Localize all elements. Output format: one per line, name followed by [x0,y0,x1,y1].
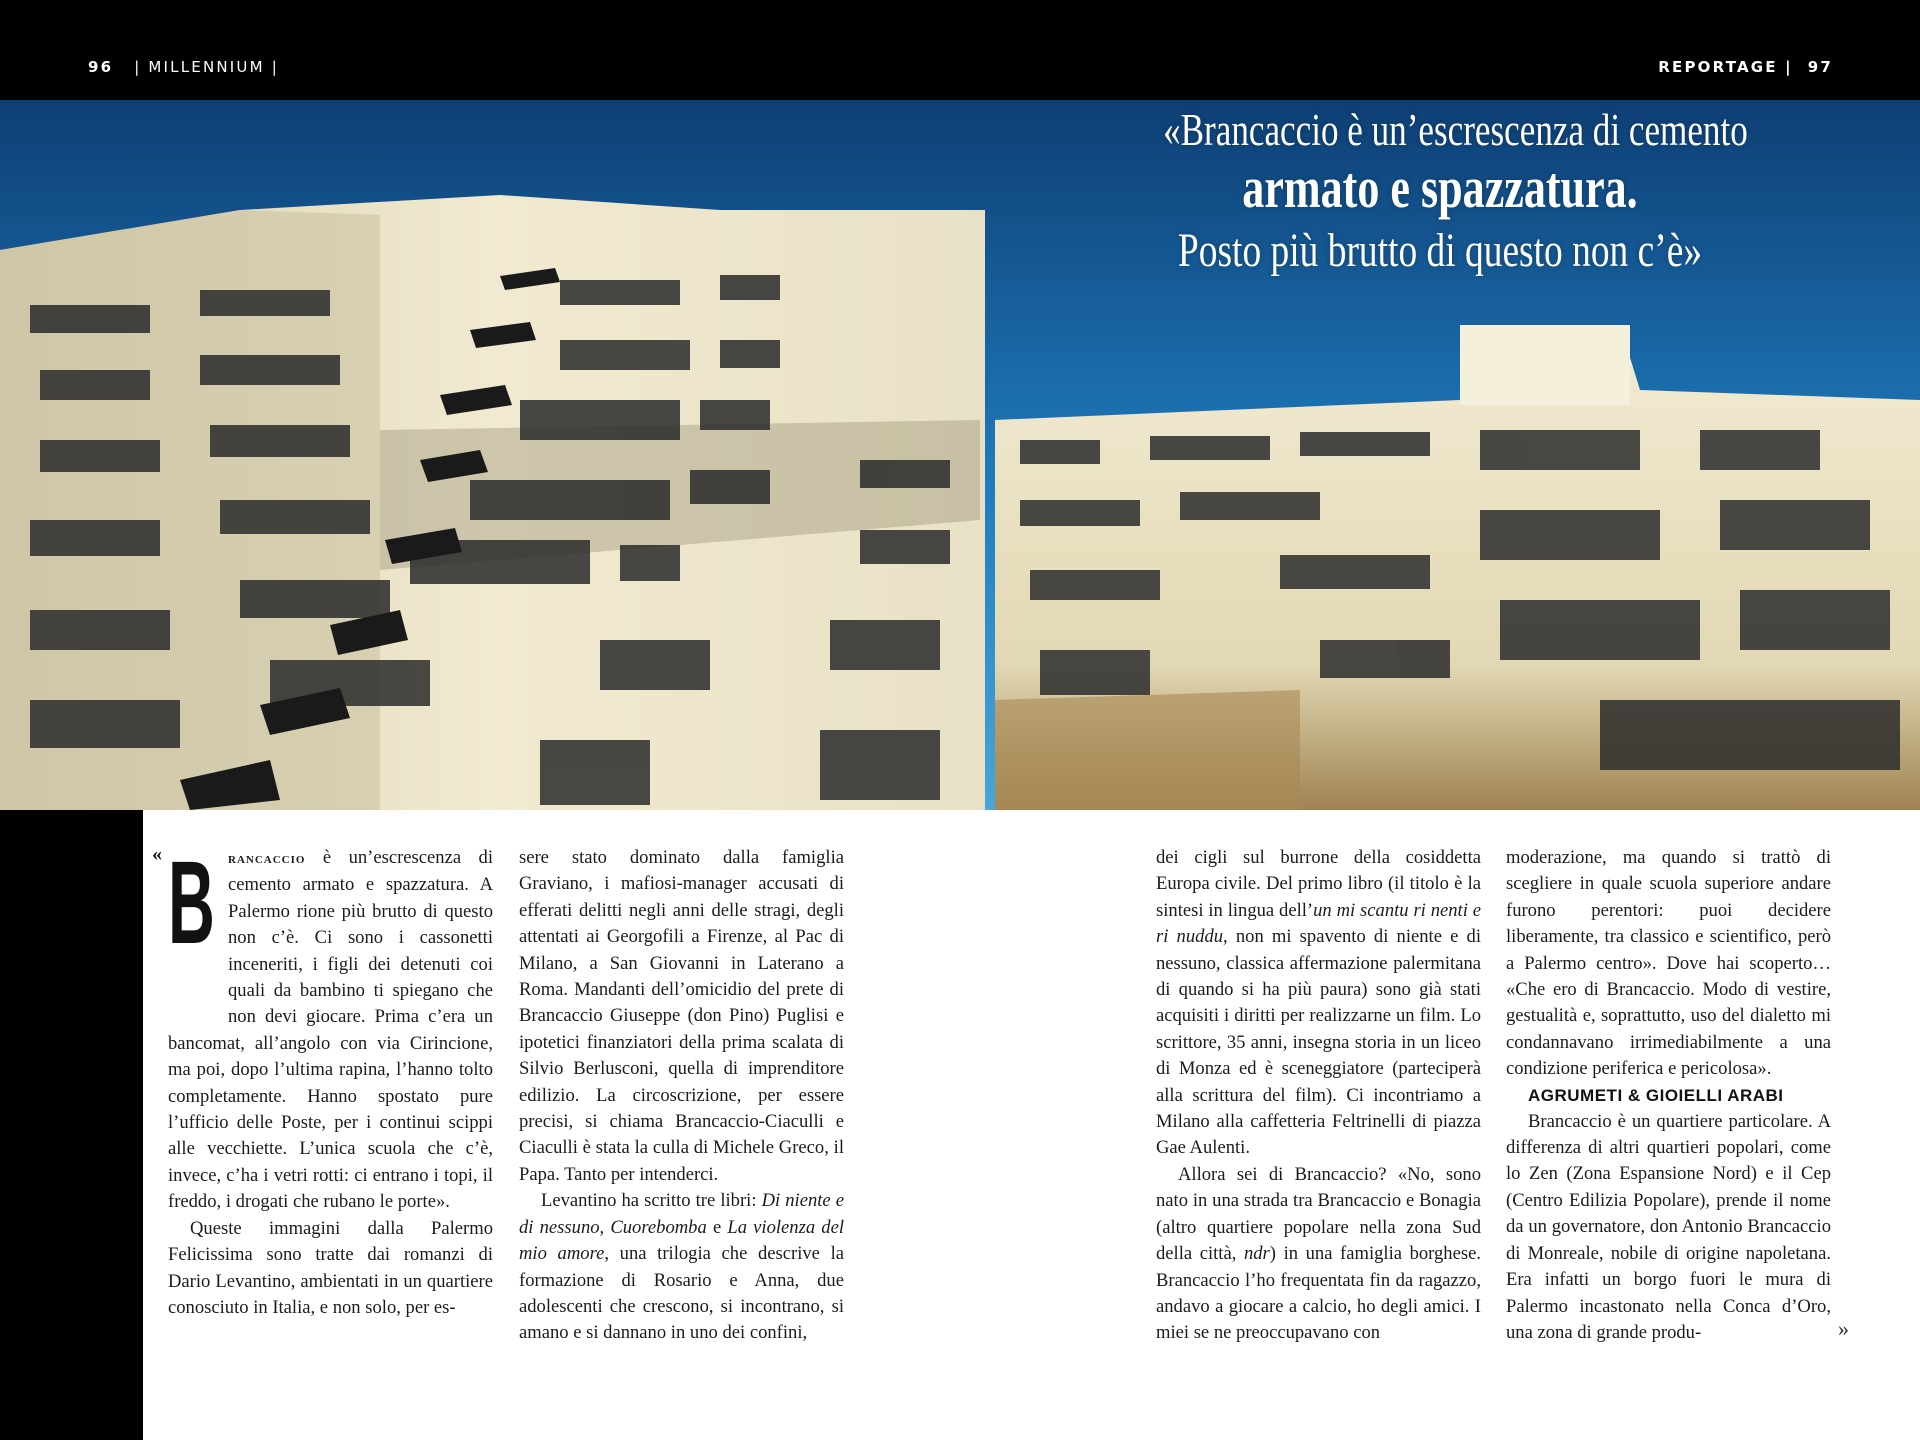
article-column-2 [519,845,844,1347]
paragraph-text: ) in una famiglia borghese. Brancaccio l’ho frequentata fin da ragazzo, andavo a giocare a calcio, ho degli amici. I miei se ne preoccupavano con [1156,1243,1481,1344]
paragraph-text: , non mi spavento di niente e di nessuno, classica affermazione palermitana di quando si ha più paura) sono già stati acquisiti i diritti per realizzarne un film. Lo scrittore, 35 anni, insegna storia in un liceo di Monza ed è sceneggiatore (parteciperà alla scrittura del film). Ci incontriamo a Milano alla caffetteria Feltrinelli di piazza Gae Aulenti. [1156,926,1481,1159]
pull-quote-line-1: «Brancaccio è un’escrescenza di cemento [1163,105,1748,155]
section-subheading: AGRUMETI & GIOIELLI ARABI [1528,1085,1784,1105]
pull-quote-line-3: Posto più brutto di questo non c’è» [1177,224,1703,277]
drop-cap: B [168,837,215,969]
article-column-4 [1506,845,1831,1346]
lead-small-caps: rancaccio [228,850,306,867]
left-section-label: | MILLENNIUM | [134,58,279,76]
left-page-number: 96 [88,58,114,76]
opening-guillemet: « [152,843,162,865]
paragraph [168,837,493,1216]
paragraph-text: è un’escrescenza di cemento armato e spazzatura. A Palermo rione più brutto di questo non c’è. Ci sono i cassonetti inceneriti, i figli dei detenuti coi quali da bambino ti spiegano che non devi giocare. Prima c’era un bancomat, all’angolo con via Cirincione, ma poi, dopo l’ultima rapina, l’hanno tolto completamente. Hanno spostato pure l’ufficio delle Poste, per i continui scippi alle vecchiette. L’unica scuola che c’è, invece, c’ha i vetri rotti: ci entrano i topi, il freddo, i drogati che rubano le porte». [168,847,493,1213]
paragraph-text: Allora sei di Brancaccio? «No, sono nato in una strada tra Brancaccio e Bonagia (altro quartiere popolare nella zona Sud della città, [1156,1163,1481,1265]
pull-quote-line-2: armato e spazzatura. [1242,155,1638,220]
pull-quote [1085,105,1795,277]
left-folio [88,58,279,76]
paragraph-text: dei cigli sul burrone della cosiddetta Europa civile. Del primo libro (il titolo è la sintesi in lingua dell’ [1156,847,1481,921]
paragraph-text: Levantino ha scritto tre libri: [541,1190,762,1212]
paragraph: Brancaccio è un quartiere particolare. A differenza di altri quartieri popolari, come lo Zen (Zona Espansione Nord) e il Cep (Centro Edilizia Popolare), prende il nome da un governatore, don Antonio Brancaccio di Monreale, nobile di origine napoletana. Era infatti un borgo fuori le mura di Palermo incastonato nella Conca d’Oro, una zona di grande produ- [1506,1110,1831,1343]
book-title: Cuorebomba [610,1216,707,1238]
article-column-1 [168,837,493,1321]
book-title: La violenza del mio amore [519,1216,844,1265]
dialect-phrase: un mi scantu ri nenti e ri nuddu [1156,899,1481,948]
paragraph-text: , una trilogia che descrive la formazione di Rosario e Anna, due adolescenti che crescono, si incontrano, si amano e si dannano in uno dei confini, [519,1243,845,1344]
paragraph: sere stato dominato dalla famiglia Graviano, i mafiosi-manager accusati di efferati delitti negli anni delle stragi, degli attentati ai Georgofili a Firenze, al Pac di Milano, a San Giovanni in Laterano a Roma. Mandanti dell’omicidio del prete di Brancaccio Giuseppe (don Pino) Puglisi e ipotetici finanziatori della prima scalata di Silvio Berlusconi, quella di imprenditore edilizio. La circoscrizione, per essere precisi, si chiama Brancaccio-Ciaculli e Ciaculli è stata la culla di Michele Greco, il Papa. Tanto per intenderci. [519,847,844,1185]
paragraph [1156,845,1481,1162]
paragraph-text: , [599,1216,611,1238]
paragraph-text: e [706,1216,728,1238]
article-column-3 [1156,845,1481,1347]
page-header [0,0,1920,100]
continue-marker: » [1838,1316,1849,1341]
paragraph: Queste immagini dalla Palermo Felicissima sono tratte dai romanzi di Dario Levantino, ambientati in un quartiere conosciuto in Italia, e non solo, per es- [168,1217,493,1318]
right-folio [1658,58,1833,76]
editor-note: ndr [1243,1243,1270,1265]
paragraph: moderazione, ma quando si trattò di scegliere in quale scuola superiore andare furono perentori: puoi decidere liberamente, tra classico e scientifico, però a Palermo centro». Dove hai scoperto… «Che ero di Brancaccio. Modo di vestire, gestualità e, soprattutto, uso del dialetto mi condannavano irrimediabilmente a una condizione periferica e pericolosa». [1506,847,1831,1080]
right-section-label: REPORTAGE | [1658,58,1793,76]
paragraph [1156,1162,1481,1347]
book-title: Di niente e di nessuno [519,1190,844,1238]
right-page-number: 97 [1807,58,1833,76]
paragraph [519,1188,844,1346]
